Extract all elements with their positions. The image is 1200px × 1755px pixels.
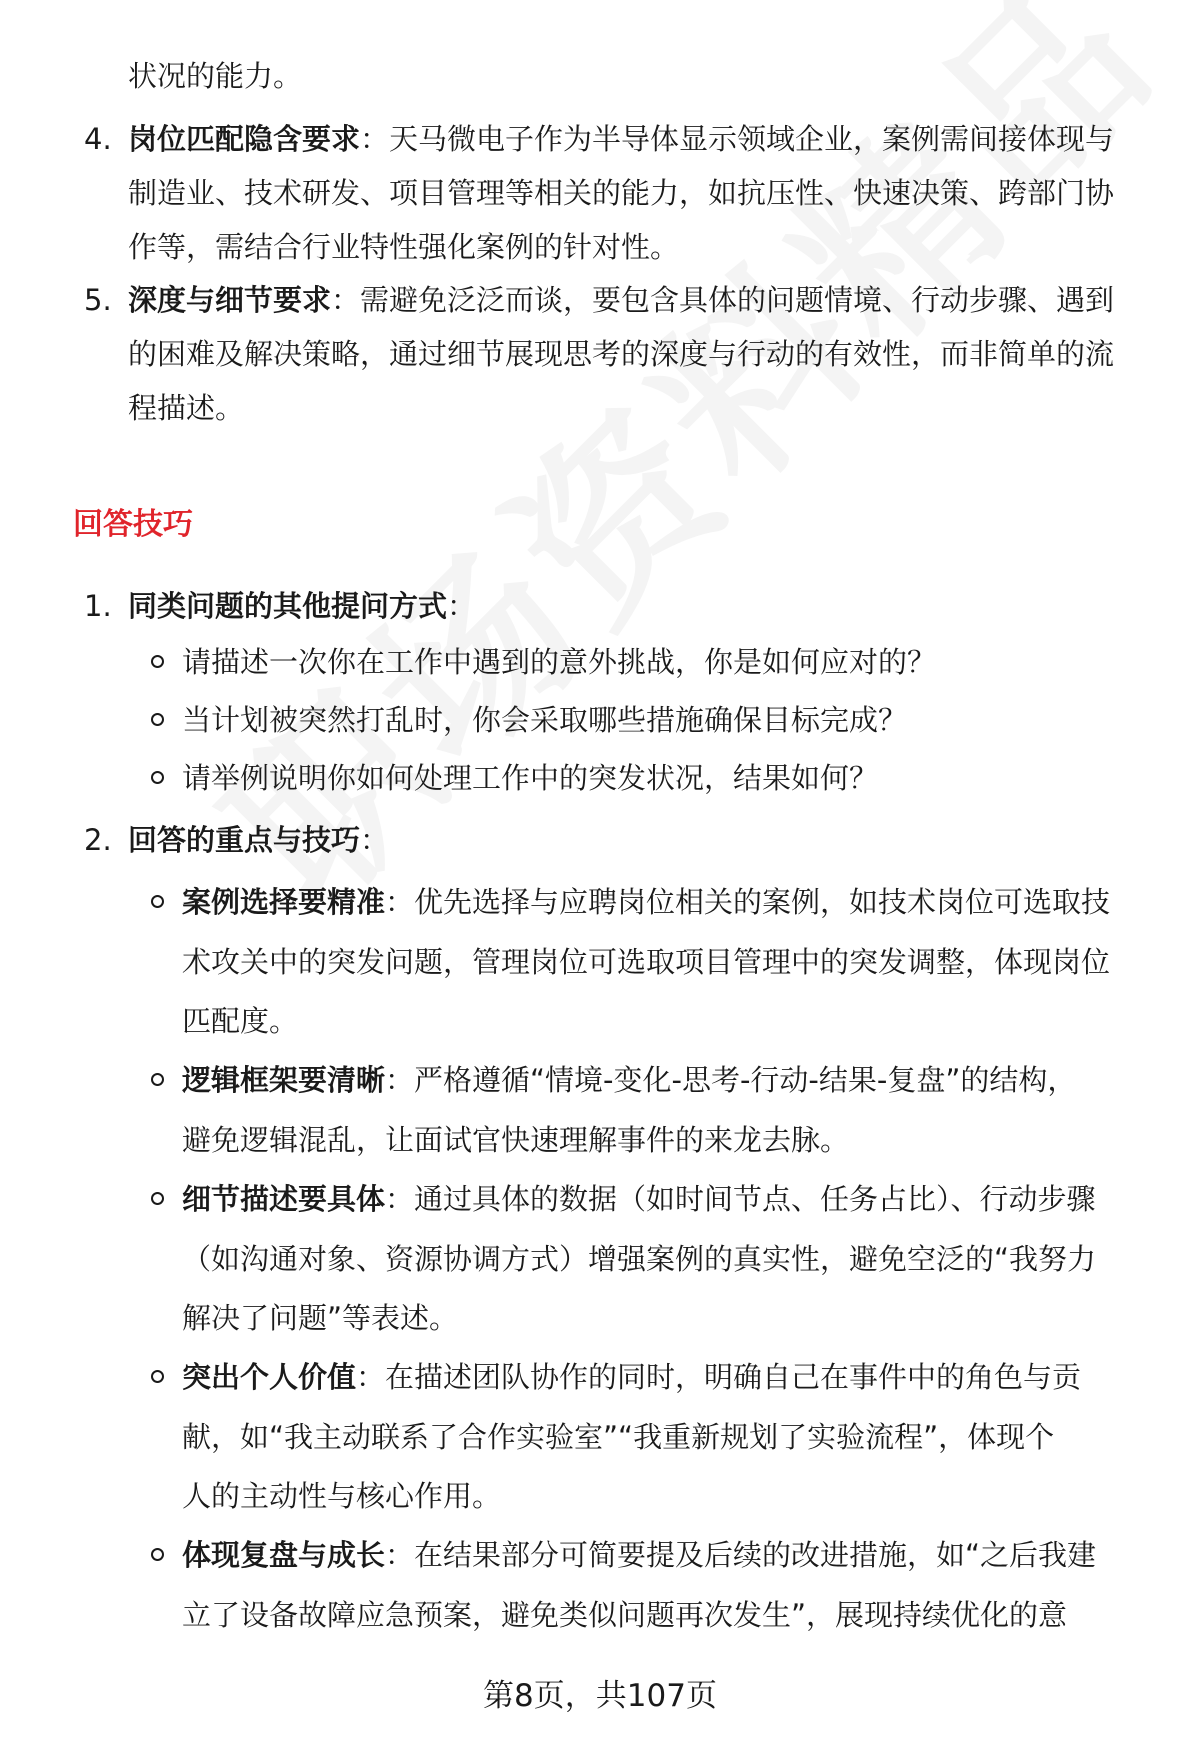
bullet-circle [151, 1370, 164, 1383]
bullet-text: 避免逻辑混乱，让面试官快速理解事件的来龙去脉。 [182, 1123, 850, 1157]
point-text: ：通过具体的数据（如时间节点、任务占比）、行动步骤 [385, 1182, 1096, 1216]
bullet-text: 献，如“我主动联系了合作实验室”“我重新规划了实验流程”，体现个 [182, 1420, 1055, 1454]
bullet-circle [151, 655, 164, 668]
list-number: 1. [84, 589, 112, 623]
bullet-text: 立了设备故障应急预案，避免类似问题再次发生”，展现持续优化的意 [182, 1598, 1068, 1632]
bullet-text: 术攻关中的突发问题，管理岗位可选取项目管理中的突发调整，体现岗位 [182, 945, 1111, 979]
list-item-title: 回答的重点与技巧 [128, 823, 361, 857]
list-item-line: 制造业、技术研发、项目管理等相关的能力，如抗压性、快速决策、跨部门协 [128, 176, 1115, 210]
list-item-title: 深度与细节要求 [128, 283, 332, 317]
bullet-text: 请举例说明你如何处理工作中的突发状况，结果如何？ [182, 761, 879, 795]
list-item-text: ：天马微电子作为半导体显示领域企业，案例需间接体现与 [360, 122, 1115, 156]
bullet-circle [151, 713, 164, 726]
bullet-text: 人的主动性与核心作用。 [182, 1479, 502, 1513]
point-text: ：严格遵循“情境-变化-思考-行动-结果-复盘”的结构， [385, 1063, 1077, 1097]
bullet-circle [151, 1073, 164, 1086]
bullet-text [182, 1357, 1081, 1397]
point-title: 细节描述要具体 [182, 1182, 386, 1216]
bullet-text: （如沟通对象、资源协调方式）增强案例的真实性，避免空泛的“我努力 [182, 1242, 1097, 1276]
bullet-text [182, 882, 1110, 922]
paragraph-line: 状况的能力。 [128, 59, 303, 93]
list-item-line [128, 586, 476, 626]
list-item-line [128, 280, 1114, 320]
bullet-circle [151, 1192, 164, 1205]
point-text: ：优先选择与应聘岗位相关的案例，如技术岗位可选取技 [385, 885, 1111, 919]
point-title: 突出个人价值 [182, 1360, 357, 1394]
list-item-line: 程描述。 [128, 391, 245, 425]
list-item-line: 作等，需结合行业特性强化案例的针对性。 [128, 230, 680, 264]
point-title: 逻辑框架要清晰 [182, 1063, 386, 1097]
bullet-text [182, 1535, 1096, 1575]
list-number: 2. [84, 823, 112, 857]
list-item-text: ： [360, 823, 390, 857]
point-text: ：在结果部分可简要提及后续的改进措施，如“之后我建 [385, 1538, 1097, 1572]
list-number: 4. [84, 122, 112, 156]
section-heading: 回答技巧 [73, 507, 193, 542]
list-item-text: ： [447, 589, 477, 623]
bullet-text [182, 1179, 1096, 1219]
bullet-circle [151, 1548, 164, 1561]
point-title: 体现复盘与成长 [182, 1538, 386, 1572]
point-title: 案例选择要精准 [182, 885, 386, 919]
page-number: 第8页，共107页 [483, 1678, 717, 1714]
bullet-circle [151, 895, 164, 908]
bullet-text: 当计划被突然打乱时，你会采取哪些措施确保目标完成？ [182, 703, 908, 737]
bullet-text [182, 1060, 1076, 1100]
point-text: ：在描述团队协作的同时，明确自己在事件中的角色与贡 [356, 1360, 1082, 1394]
list-item-line [128, 820, 389, 860]
bullet-circle [151, 771, 164, 784]
bullet-text: 解决了问题”等表述。 [182, 1301, 459, 1335]
bullet-text: 匹配度。 [182, 1004, 299, 1038]
bullet-text: 请描述一次你在工作中遇到的意外挑战，你是如何应对的？ [182, 645, 937, 679]
list-item-line [128, 119, 1114, 159]
list-item-title: 岗位匹配隐含要求 [128, 122, 361, 156]
list-number: 5. [84, 283, 112, 317]
list-item-text: ：需避免泛泛而谈，要包含具体的问题情境、行动步骤、遇到 [331, 283, 1115, 317]
list-item-line: 的困难及解决策略，通过细节展现思考的深度与行动的有效性，而非简单的流 [128, 337, 1115, 371]
list-item-title: 同类问题的其他提问方式 [128, 589, 448, 623]
